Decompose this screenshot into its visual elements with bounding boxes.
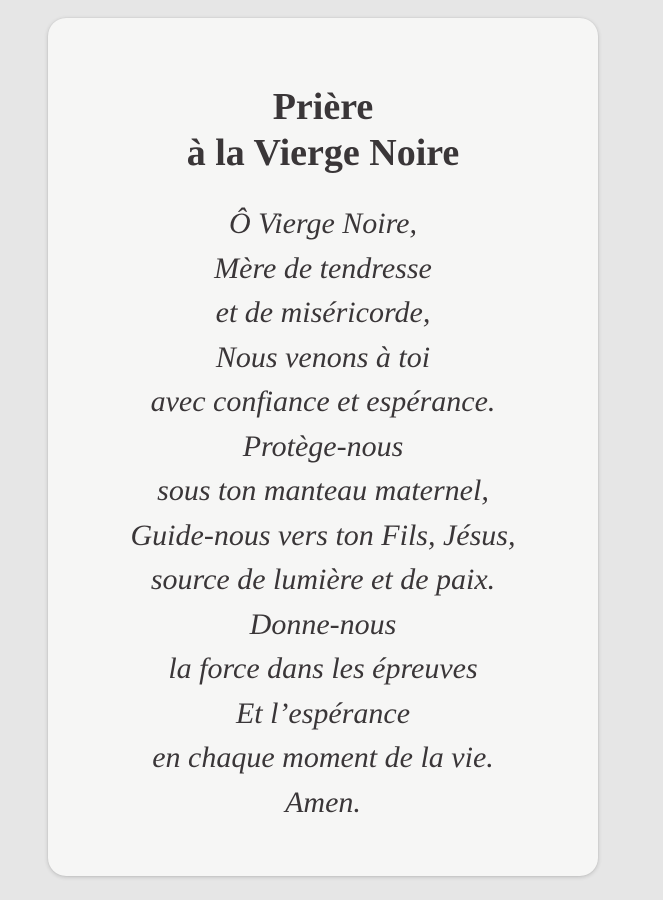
prayer-line: source de lumière et de paix. [150,563,496,596]
prayer-line: et de miséricorde, [215,296,431,329]
prayer-line: Ô Vierge Noire, [228,207,417,240]
prayer-line: Mère de tendresse [214,251,432,285]
prayer-line: Donne-nous [249,607,397,641]
prayer-line: en chaque moment de la vie. [152,741,494,774]
title-line: Prière [272,86,374,128]
title-line: à la Vierge Noire [186,132,460,174]
card-title [48,84,598,176]
prayer-line: Et l’espérance [235,696,411,730]
prayer-line: Protège-nous [242,429,404,463]
prayer-line: sous ton manteau maternel, [157,474,489,507]
prayer-line: avec confiance et espérance. [150,385,496,418]
prayer-line: Amen. [285,785,361,819]
prayer-line: Guide-nous vers ton Fils, Jésus, [130,518,516,552]
prayer-card [48,18,598,876]
prayer-line: Nous venons à toi [215,340,431,374]
prayer-line: la force dans les épreuves [168,652,478,685]
prayer-text [48,202,598,825]
